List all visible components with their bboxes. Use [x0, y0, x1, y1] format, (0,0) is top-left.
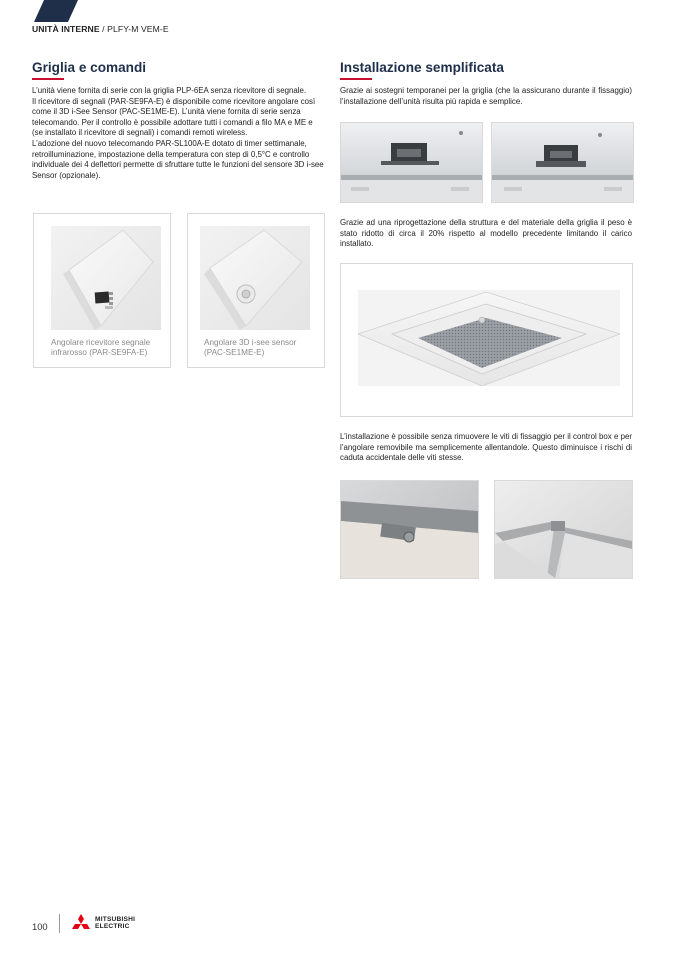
- header-breadcrumb: [32, 24, 169, 34]
- left-body-text: [32, 86, 324, 181]
- isee-caption-line2: (PAC-SE1ME-E): [204, 347, 265, 357]
- footer-separator: [59, 914, 60, 933]
- brand-name: [95, 917, 135, 931]
- title-accent-rule: [32, 78, 64, 80]
- left-paragraph-2: Il ricevitore di segnali (PAR-SE9FA-E) è disponibile come ricevitore angolare così come il 3D i-See Sensor (PAC-SE1ME-E). L’unità viene fornita di serie senza telecomando. Per il controllo è possibile adottare tutti i comandi a filo MA e ME e (se installato il ricevitore di segnali) i comandi remoti wireless.: [32, 96, 316, 138]
- section-title-installazione: Installazione semplificata: [340, 60, 504, 75]
- left-paragraph-3: L’adozione del nuovo telecomando PAR-SL100A-E dotato di timer settimanale, retroilluminazione, impostazione della temperatura con step di 0,5°C e controllo individuale dei 4 deflettori permette di sfruttare tutte le funzioni del sensore 3D i-see Sensor (opzionale).: [32, 138, 324, 180]
- receiver-corner-image: [51, 226, 161, 330]
- right-paragraph-1: Grazie ai sostegni temporanei per la griglia (che la assicurano durante il fissaggio) l’installazione dell’unità risulta più rapida e semplice.: [340, 86, 632, 106]
- brand-line2: ELECTRIC: [95, 922, 130, 930]
- right-paragraph-3: L’installazione è possibile senza rimuovere le viti di fissaggio per il control box e per l’angolare removibile ma semplicemente allentandole. Questo diminuisce i rischi di caduta accidentale delle viti stesse.: [340, 432, 632, 463]
- brand-line1: MITSUBISHI: [95, 916, 136, 923]
- header-model: / PLFY-M VEM-E: [99, 24, 169, 34]
- isee-caption-line1: Angolare 3D i-see sensor: [204, 338, 297, 347]
- receiver-caption: [51, 338, 150, 357]
- corner-detail-photo: [494, 480, 633, 579]
- isee-corner-image: [200, 226, 310, 330]
- header-section: UNITÀ INTERNE: [32, 24, 100, 34]
- grille-support-photo-1: [340, 122, 483, 203]
- screw-detail-photo: [340, 480, 479, 579]
- header-corner-decoration: [30, 0, 80, 22]
- mitsubishi-logo-icon: [70, 914, 92, 933]
- isee-caption: [204, 338, 296, 357]
- receiver-caption-line2: infrarosso (PAR-SE9FA-E): [51, 347, 148, 357]
- section-title-griglia: Griglia e comandi: [32, 60, 147, 75]
- cassette-grille-image: [358, 290, 620, 386]
- receiver-caption-line1: Angolare ricevitore segnale: [51, 338, 151, 347]
- title-accent-rule-right: [340, 78, 372, 80]
- grille-support-photo-2: [491, 122, 634, 203]
- page-number: 100: [32, 921, 48, 932]
- left-paragraph-1: L’unità viene fornita di serie con la griglia PLP-6EA senza ricevitore di segnale.: [32, 86, 307, 95]
- right-paragraph-2: Grazie ad una riprogettazione della struttura e del materiale della griglia il peso è stato ridotto di circa il 20% rispetto al modello precedente limitando il carico installato.: [340, 218, 632, 249]
